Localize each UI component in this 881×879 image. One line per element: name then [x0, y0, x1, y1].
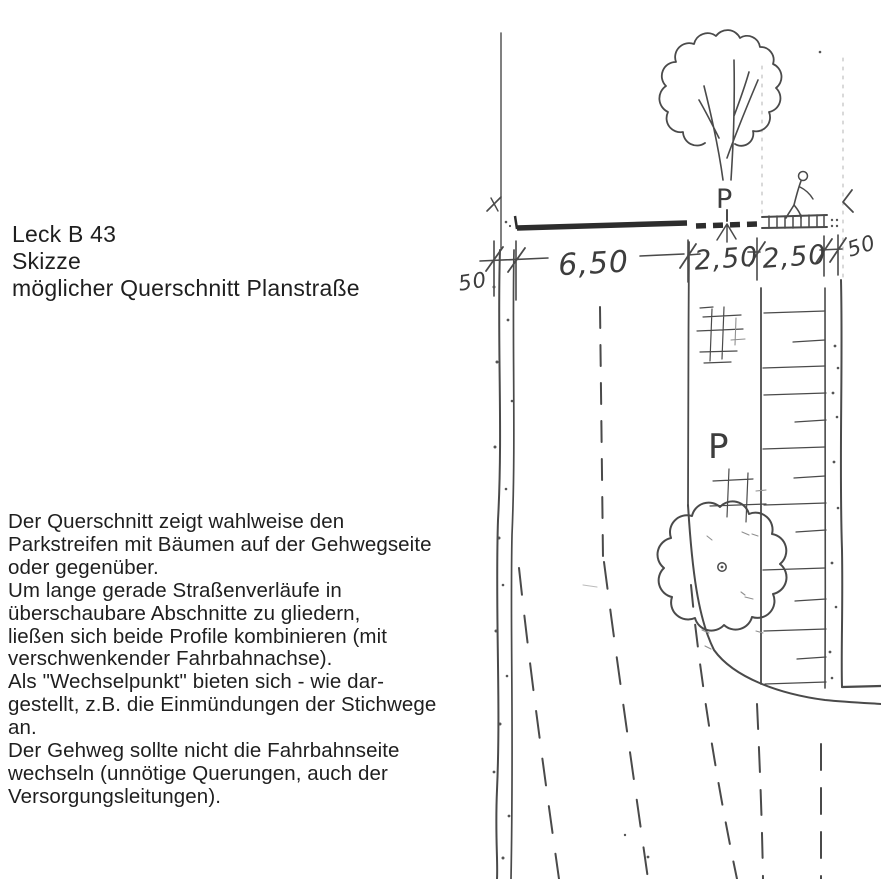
margin-dots	[493, 51, 840, 860]
dim-label-right-margin: 50	[844, 230, 879, 262]
tree-elevation	[659, 30, 781, 180]
road-swing-curve	[688, 505, 881, 704]
page-title: Leck B 43 Skizze möglicher Querschnitt Planstraße	[12, 221, 360, 301]
side-street-corner	[842, 686, 881, 687]
plan-view	[493, 51, 881, 879]
pedestrian-icon	[786, 172, 813, 219]
dim-label-roadway: 6,50	[557, 244, 630, 284]
description-paragraph: Der Querschnitt zeigt wahlweise den Parkstreifen mit Bäumen auf der Gehwegseite oder gegenüber. Um lange gerade Straßenverläufe in überschaubare Abschnitte zu gliedern, ließen sich beide Profile kombinieren (mit verschwenkender Fahrbahnachse). Als "Wechselpunkt" bieten sich - wie dar- gestellt, z.B. die Einmündungen der Stichwege an. Der Gehweg sollte nicht die Fahrbahnseite wechseln (unnötige Querungen, auch der Versorgungsleitungen).	[8, 510, 437, 808]
left-boundary-lines	[496, 33, 514, 879]
tree-branches	[699, 60, 758, 180]
right-boundary-line	[841, 280, 842, 687]
tree-canopy	[659, 30, 781, 146]
parking-grid-mark-upper	[697, 307, 745, 363]
dim-label-left-margin: 50	[456, 267, 489, 296]
pencil-scribbles	[583, 532, 763, 649]
dim-label-sidewalk: 2,50	[761, 239, 828, 275]
sidewalk-right-edge	[825, 288, 826, 688]
parking-sign-plan-letter: P	[708, 427, 729, 467]
parking-sign-elevation	[716, 184, 736, 242]
road-surface-line	[505, 216, 757, 229]
dimension-line	[457, 230, 879, 300]
sidewalk-hatching	[763, 311, 826, 684]
tree-plan	[658, 501, 787, 630]
sidewalk-left-edge	[761, 288, 762, 684]
right-extent-tick	[843, 190, 853, 212]
parking-grid-mark-lower	[710, 469, 766, 522]
sidewalk-elevation	[762, 215, 838, 228]
parking-sign-letter: P	[716, 184, 733, 215]
road-edge-line	[688, 242, 689, 506]
dim-label-parking: 2,50	[693, 241, 760, 277]
left-extent-tick	[487, 197, 501, 211]
